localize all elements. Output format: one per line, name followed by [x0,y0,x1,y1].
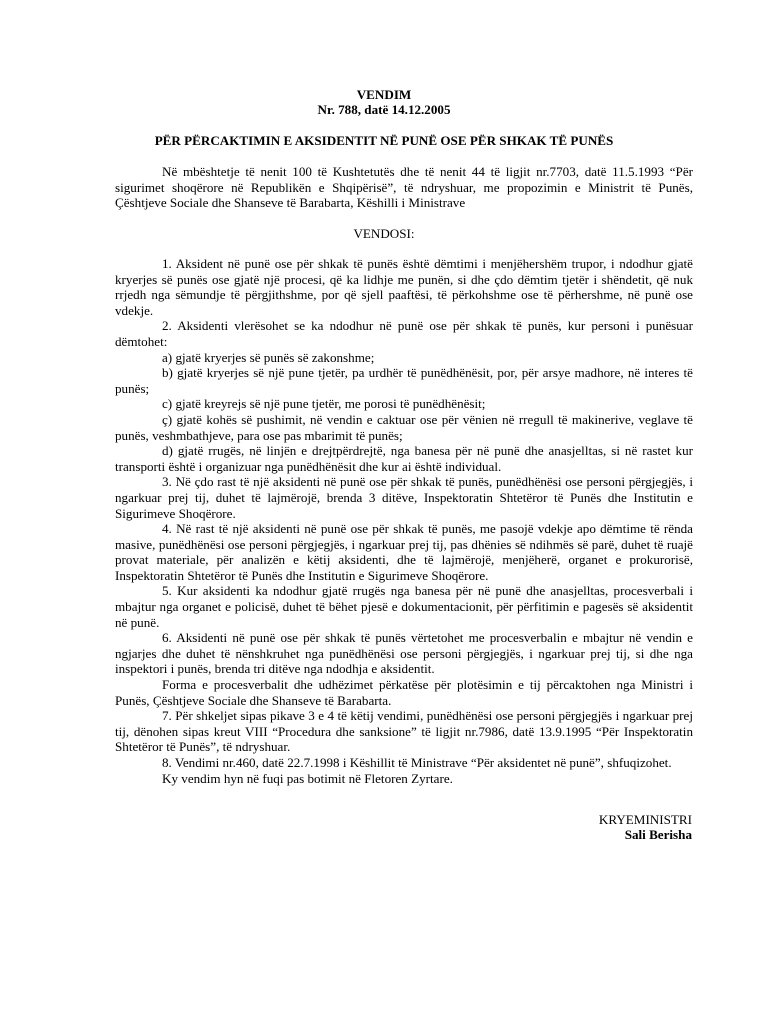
article-5: 5. Kur aksidenti ka ndodhur gjatë rrugës nga banesa për në punë dhe anasjelltas, procesverbali i mbajtur nga organet e policisë, duhet të bëhet pjesë e dokumentacionit, për përfitimin e pagesës së aksidentit në punë. [115,583,693,630]
article-2: 2. Aksidenti vlerësohet se ka ndodhur në punë ose për shkak të punës, kur personi i punësuar dëmtohet: [115,318,693,349]
signatory-name: Sali Berisha [624,827,692,842]
article-3: 3. Në çdo rast të një aksidenti në punë ose për shkak të punës, punëdhënësi ose personi përgjegjës, i ngarkuar prej tij, duhet të lajmërojë, brenda 3 ditëve, Inspektoratin Shtetëror të Punës dhe Institutin e Sigurimeve Shoqërore. [115,474,693,521]
article-2-item-b: b) gjatë kryerjes së një pune tjetër, pa urdhër të punëdhënësit, por, për arsye madhore, në interes të punës; [115,365,693,396]
article-2-item-c-cedilla: ç) gjatë kohës së pushimit, në vendin e caktuar ose për vënien në rregull të makinerive, veglave të punës, veshmbathjeve, para ose pas mbarimit të punës; [115,411,693,443]
article-7: 7. Për shkeljet sipas pikave 3 e 4 të këtij vendimi, punëdhënësi ose personi përgjegjës i ngarkuar prej tij, dënohen sipas kreut VIII “Procedura dhe sanksione” të ligjit nr.7986, datë 13.9.1995 “Për Inspektoratin Shtetëror të Punës”, të ndryshuar. [115,708,693,755]
article-4: 4. Në rast të një aksidenti në punë ose për shkak të punës, me pasojë vdekje apo dëmtime të rënda masive, punëdhënësi ose personi përgjegjës, i ngarkuar prej tij, pas dhënies së ndihmës së parë, duhet të ruajë provat materiale, për analizën e këtij aksidenti, dhe të lajmërojë, menjëherë, organet e prokurorisë, Inspektoratin Shtetëror të Punës dhe Institutin e Sigurimeve Shoqërore. [115,521,693,583]
article-6-form: Forma e procesverbalit dhe udhëzimet përkatëse për plotësimin e tij përcaktohen nga Ministri i Punës, Çështjeve Sociale dhe Shanseve të Barabarta. [115,677,693,708]
decision-subject: PËR PËRCAKTIMIN E AKSIDENTIT NË PUNË OSE PËR SHKAK TË PUNËS [154,133,614,148]
article-1: 1. Aksident në punë ose për shkak të punës është dëmtimi i menjëhershëm trupor, i ndodhur gjatë kryerjes së punës ose gjatë një procesi, që ka lidhje me punën, si dhe çdo dëmtim tjetër i shëndetit, që nuk rrjedh nga sëmundje të përgjithshme, por që sjell paaftësi, të përkohshme ose të përhershme, në punë ose vdekje. [115,256,693,318]
article-2-item-a: a) gjatë kryerjes së punës së zakonshme; [162,349,375,365]
entry-into-force: Ky vendim hyn në fuqi pas botimit në Fletoren Zyrtare. [162,770,453,786]
preamble-text: Në mbështetje të nenit 100 të Kushtetutës dhe të nenit 44 të ligjit nr.7703, datë 11.5.1993 “Për sigurimet shoqërore në Republikën e Shqipërisë”, të ndryshuar, me propozimin e Ministrit të Punës, Çështjeve Sociale dhe Shanseve të Barabarta, Këshilli i Ministrave [115,164,693,211]
article-2-item-d: d) gjatë rrugës, në linjën e drejtpërdrejtë, nga banesa për në punë dhe anasjelltas, si në rastet kur transporti është i organizuar nga punëdhënësit dhe kur ai është individual. [115,443,693,474]
article-6: 6. Aksidenti në punë ose për shkak të punës vërtetohet me procesverbalin e mbajtur në vendin e ngjarjes dhe duhet të nënshkruhet nga punëdhënësi ose personi përgjegjës, i ngarkuar prej tij, si dhe nga inspektori i punës, brenda tri ditëve nga ndodhja e aksidentit. [115,630,693,677]
articles-list [115,256,693,786]
decision-number: Nr. 788, datë 14.12.2005 [317,102,451,117]
article-2-item-c: c) gjatë kreyrejs së një pune tjetër, me porosi të punëdhënësit; [162,396,486,412]
decision-title: VENDIM [356,87,412,102]
article-8: 8. Vendimi nr.460, datë 22.7.1998 i Këshillit të Ministrave “Për aksidentet në punë”, shfuqizohet. [162,755,672,770]
decides-heading: VENDOSI: [353,226,415,241]
preamble [115,164,693,211]
signatory-role: KRYEMINISTRI [598,812,692,827]
